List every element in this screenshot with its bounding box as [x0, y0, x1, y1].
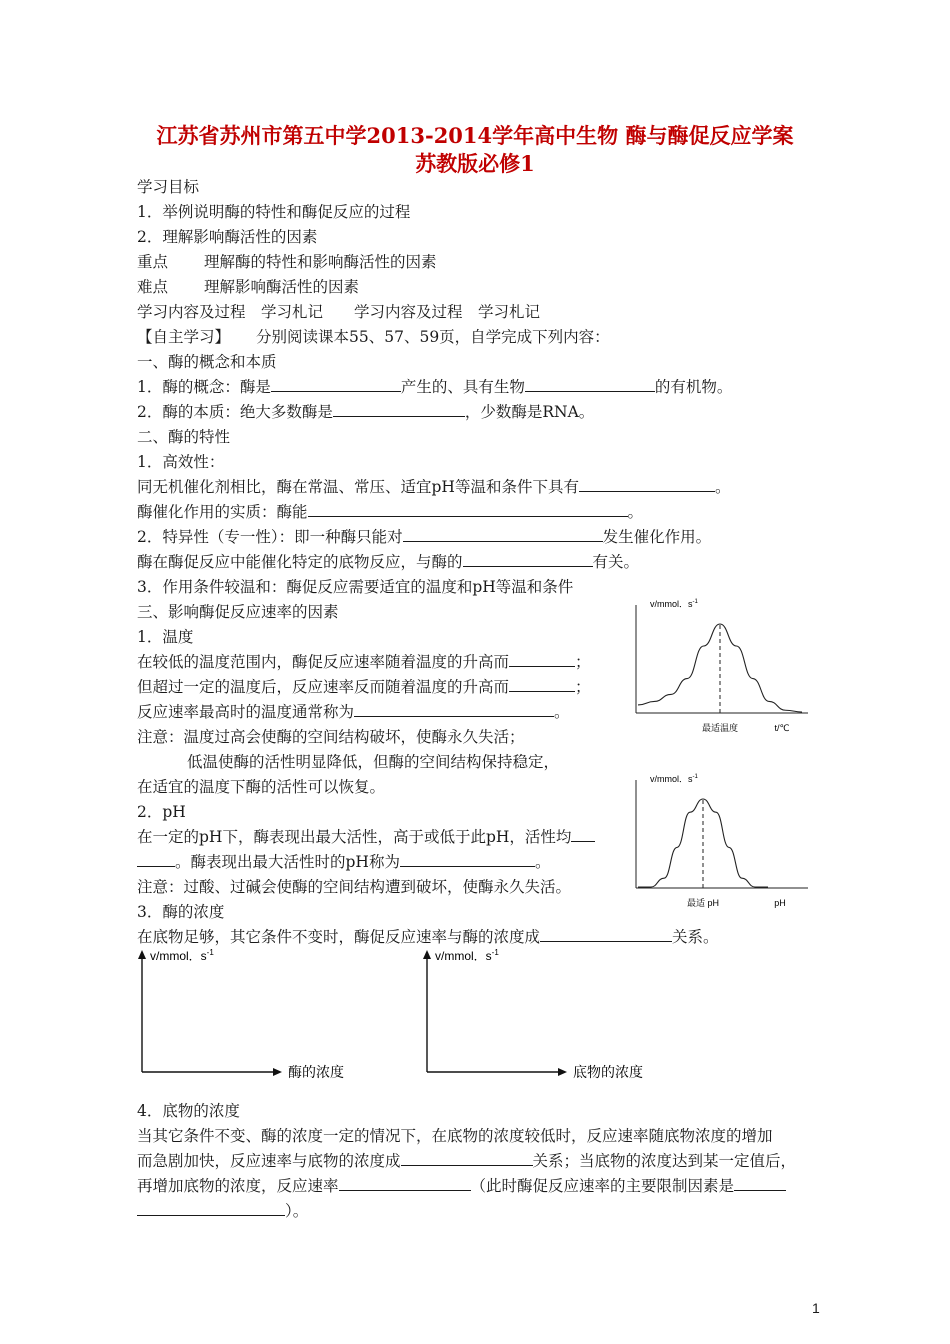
substrate-line4-text: ）。	[285, 1202, 309, 1220]
y-axis-label: v/mmol．$s^{-1}$	[650, 774, 698, 784]
ph-line2-a: 。酶表现出最大活性时的pH称为	[175, 853, 400, 871]
substrate-blank-3a[interactable]	[734, 1175, 786, 1191]
enzyme-conc-text-b: 关系。	[672, 928, 719, 946]
difficulty-text: 理解影响酶活性的因素	[204, 278, 360, 296]
temperature-blank-2[interactable]	[509, 676, 575, 692]
substrate-heading: 4．底物的浓度	[137, 1102, 240, 1120]
enzyme-concentration-chart	[130, 944, 380, 1084]
substrate-blank-2[interactable]	[339, 1175, 471, 1191]
y-axis-arrow	[423, 950, 431, 959]
substrate-line2-b: 关系；当底物的浓度达到某一定值后，	[532, 1152, 797, 1170]
difficulty-line	[137, 276, 359, 298]
column-headers: 学习内容及过程 学习札记 学习内容及过程 学习札记	[137, 303, 541, 321]
self-study-label: 【自主学习】	[137, 328, 231, 346]
ph-line2	[137, 851, 550, 873]
q1-text-b: 产生的、具有生物	[400, 378, 525, 396]
ph-line1-text: 在一定的pH下，酶表现出最大活性，高于或低于此pH，活性均	[137, 828, 572, 846]
specificity-blank[interactable]	[403, 526, 603, 542]
self-study-line	[137, 326, 610, 348]
ph-line2-b: 。	[534, 853, 551, 871]
specificity-text-b: 发生催化作用。	[602, 528, 712, 546]
key-point-text: 理解酶的特性和影响酶活性的因素	[204, 253, 437, 271]
q1-text-c: 的有机物。	[654, 378, 733, 396]
efficiency-heading: 1．高效性：	[137, 453, 225, 471]
temperature-line3	[137, 701, 570, 723]
mild-conditions: 3．作用条件较温和：酶促反应需要适宜的温度和pH等温和条件	[137, 578, 574, 596]
x-axis-label: t/℃	[774, 723, 790, 733]
y-axis-label: v/mmol．$s^{-1}$	[435, 948, 499, 963]
substrate-line3	[137, 1175, 786, 1197]
temperature-line2-b: ；	[575, 678, 591, 696]
ph-heading: 2．pH	[137, 803, 186, 821]
key-point-label: 重点	[137, 253, 169, 271]
substrate-line3-b: （此时酶促反应速率的主要限制因素是	[470, 1177, 735, 1195]
specificity-text-a: 2．特异性（专一性）：即一种酶只能对	[137, 528, 403, 546]
q2-text-b: ，少数酶是RNA。	[464, 403, 595, 421]
specificity-detail-blank[interactable]	[463, 551, 593, 567]
specificity-detail-b: 有关。	[592, 553, 640, 571]
temperature-line1	[137, 651, 591, 673]
temperature-line2	[137, 676, 591, 698]
ph-blank-1a[interactable]	[571, 826, 595, 842]
x-axis-label: pH	[774, 898, 786, 908]
temperature-blank-3[interactable]	[354, 701, 554, 717]
section1-heading: 一、酶的概念和本质	[137, 353, 277, 371]
substrate-line1: 当其它条件不变、酶的浓度一定的情况下，在底物的浓度较低时，反应速率随底物浓度的增加	[137, 1127, 773, 1145]
essence-text-b: 。	[627, 503, 644, 521]
q1-text-a: 1．酶的概念：酶是	[137, 378, 271, 396]
temperature-note2: 低温使酶的活性明显降低，但酶的空间结构保持稳定，	[187, 753, 560, 771]
essence-text-a: 酶催化作用的实质：酶能	[137, 503, 308, 521]
document-title-line2: 苏教版必修1	[415, 151, 535, 176]
efficiency-blank[interactable]	[579, 476, 715, 492]
substrate-blank-1[interactable]	[401, 1150, 533, 1166]
y-axis-label-exponent: -1	[692, 774, 698, 780]
ph-line1	[137, 826, 595, 848]
temperature-line3-b: 。	[554, 703, 570, 721]
temperature-note1: 注意：温度过高会使酶的空间结构破坏，使酶永久失活；	[137, 728, 525, 746]
document-title-line1: 江苏省苏州市第五中学2013-2014学年高中生物 酶与酶促反应学案	[156, 123, 794, 148]
enzyme-conc-heading: 3．酶的浓度	[137, 903, 225, 921]
q2-text-a: 2．酶的本质：绝大多数酶是	[137, 403, 333, 421]
temperature-line3-a: 反应速率最高时的温度通常称为	[137, 703, 355, 721]
temperature-line1-a: 在较低的温度范围内，酶促反应速率随着温度的升高而	[137, 653, 510, 671]
enzyme-conc-text-a: 在底物足够，其它条件不变时，酶促反应速率与酶的浓度成	[137, 928, 541, 946]
key-point-line	[137, 251, 437, 273]
substrate-concentration-chart	[415, 944, 665, 1084]
y-axis-label: v/mmol．$s^{-1}$	[150, 948, 214, 963]
efficiency-text-b: 。	[714, 478, 731, 496]
y-axis-label-exponent: -1	[491, 948, 499, 957]
ph-blank-1b[interactable]	[137, 851, 175, 867]
objective-1: 1．举例说明酶的特性和酶促反应的过程	[137, 203, 411, 221]
temperature-line1-b: ；	[575, 653, 591, 671]
temperature-line2-a: 但超过一定的温度后，反应速率反而随着温度的升高而	[137, 678, 510, 696]
specificity-line	[137, 526, 711, 548]
q1-blank-1[interactable]	[271, 376, 401, 392]
substrate-blank-3b[interactable]	[137, 1200, 285, 1216]
ph-blank-2[interactable]	[400, 851, 535, 867]
y-axis-label-exponent: -1	[206, 948, 214, 957]
objective-2: 2．理解影响酶活性的因素	[137, 228, 318, 246]
substrate-line3-a: 再增加底物的浓度，反应速率	[137, 1177, 339, 1195]
specificity-text	[137, 551, 639, 573]
section2-heading: 二、酶的特性	[137, 428, 231, 446]
q1-blank-2[interactable]	[525, 376, 655, 392]
x-axis-label: 酶的浓度	[288, 1064, 344, 1080]
enzyme-conc-blank[interactable]	[540, 926, 672, 942]
x-axis-label: 底物的浓度	[573, 1064, 643, 1080]
essence-text	[137, 501, 643, 523]
y-axis-arrow	[138, 950, 146, 959]
specificity-detail-a: 酶在酶促反应中能催化特定的底物反应，与酶的	[137, 553, 463, 571]
self-study-text: 分别阅读课本55、57、59页，自学完成下列内容：	[256, 328, 610, 346]
substrate-line2	[137, 1150, 796, 1172]
ph-note: 注意：过酸、过碱会使酶的空间结构遭到破坏，使酶永久失活。	[137, 878, 572, 896]
x-axis-arrow	[558, 1068, 567, 1076]
y-axis-label: v/mmol．$s^{-1}$	[650, 599, 698, 609]
substrate-line2-a: 而急剧加快，反应速率与底物的浓度成	[137, 1152, 401, 1170]
objectives-heading: 学习目标	[137, 178, 200, 196]
ph-chart	[630, 770, 810, 915]
section1-q2	[137, 401, 594, 423]
section3-heading: 三、影响酶促反应速率的因素	[137, 603, 339, 621]
page-number: 1	[812, 1300, 820, 1316]
optimum-label: 最适 pH	[686, 898, 720, 908]
q2-blank[interactable]	[333, 401, 465, 417]
x-axis-arrow	[273, 1068, 282, 1076]
temperature-chart	[630, 595, 810, 745]
section1-q1	[137, 376, 732, 398]
temperature-heading: 1．温度	[137, 628, 194, 646]
efficiency-text	[137, 476, 730, 498]
essence-blank[interactable]	[308, 501, 628, 517]
difficulty-label: 难点	[137, 278, 169, 296]
temperature-blank-1[interactable]	[509, 651, 575, 667]
efficiency-text-a: 同无机催化剂相比，酶在常温、常压、适宜pH等温和条件下具有	[137, 478, 579, 496]
optimum-label: 最适温度	[701, 723, 739, 733]
y-axis-label-exponent: -1	[692, 599, 698, 605]
temperature-note3: 在适宜的温度下酶的活性可以恢复。	[137, 778, 386, 796]
substrate-line4	[137, 1200, 308, 1222]
